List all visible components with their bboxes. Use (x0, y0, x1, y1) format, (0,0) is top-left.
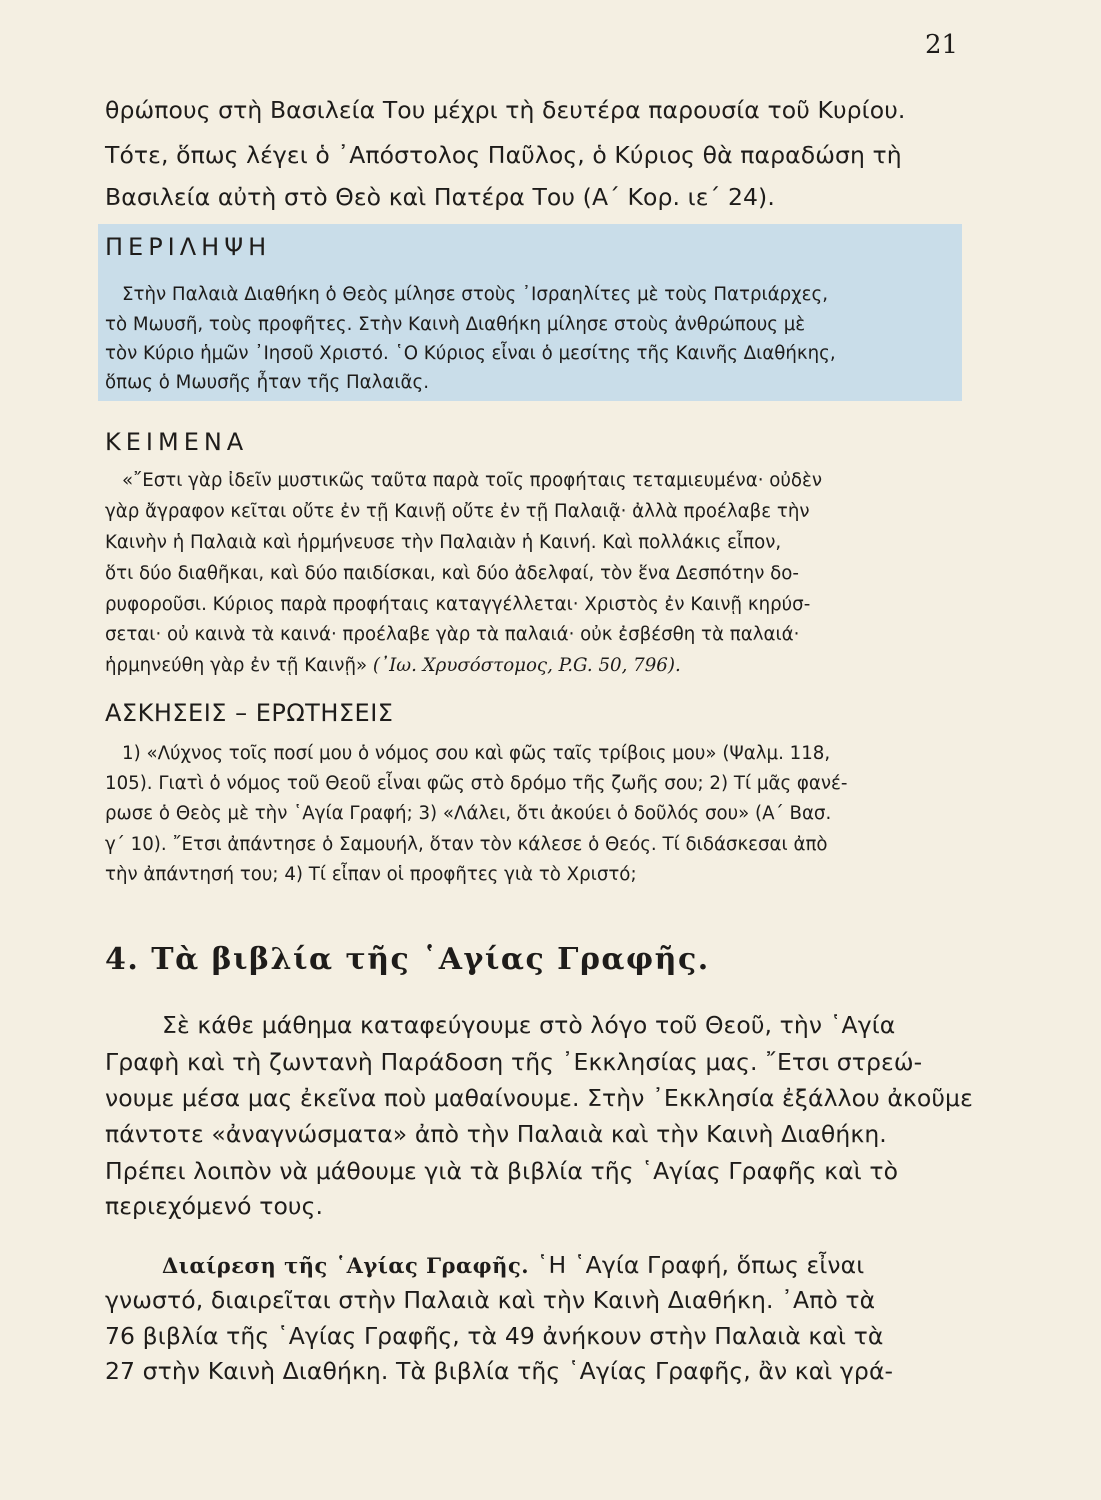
section-para-line: Γραφὴ καὶ τὴ ζωντανὴ Παράδοση τῆς ᾿Εκκλησίας μας. ῎Ετσι στρεώ- (105, 1048, 923, 1076)
texts-line: σεται· οὐ καινὰ τὰ καινά· προέλαβε γὰρ τὰ παλαιά· οὐκ ἐσβέσθη τὰ παλαιά· (105, 624, 800, 645)
summary-heading: ΠΕΡΙΛΗΨΗ (105, 233, 272, 261)
exercise-line: τὴν ἀπάντησή του; 4) Τί εἶπαν οἱ προφῆτες γιὰ τὸ Χριστό; (105, 864, 637, 885)
section-para-line: πάντοτε «ἀναγνώσματα» ἀπὸ τὴν Παλαιὰ καὶ τὴν Καινὴ Διαθήκη. (105, 1120, 887, 1148)
section-para-line: περιεχόμενό τους. (105, 1192, 324, 1220)
summary-line: ὅπως ὁ Μωυσῆς ἦταν τῆς Παλαιᾶς. (105, 372, 429, 393)
exercise-line: 105). Γιατὶ ὁ νόμος τοῦ Θεοῦ εἶναι φῶς στὸ δρόμο τῆς ζωῆς σου; 2) Τί μᾶς φανέ- (105, 773, 848, 794)
intro-line: θρώπους στὴ Βασιλεία Του μέχρι τὴ δευτέρα παρουσία τοῦ Κυρίου. (105, 96, 906, 124)
division-heading: Διαίρεση τῆς ῾Αγίας Γραφῆς. (162, 1253, 530, 1278)
intro-line: Βασιλεία αὐτὴ στὸ Θεὸ καὶ Πατέρα Του (Α΄ Κορ. ιε΄ 24). (105, 183, 775, 211)
exercise-line: ρωσε ὁ Θεὸς μὲ τὴν ῾Αγία Γραφή; 3) «Λάλει, ὅτι ἀκούει ὁ δοῦλός σου» (Α΄ Βασ. (105, 803, 832, 824)
division-line: 27 στὴν Καινὴ Διαθήκη. Τὰ βιβλία τῆς ῾Αγίας Γραφῆς, ἂν καὶ γρά- (105, 1357, 894, 1385)
section-para-line: νουμε μέσα μας ἐκεῖνα ποὺ μαθαίνουμε. Στὴν ᾿Εκκλησία ἐξάλλου ἀκοῦμε (105, 1084, 973, 1112)
summary-line: τὸ Μωυσῆ, τοὺς προφῆτες. Στὴν Καινὴ Διαθήκη μίλησε στοὺς ἀνθρώπους μὲ (105, 314, 806, 335)
intro-line: Τότε, ὅπως λέγει ὁ ᾿Απόστολος Παῦλος, ὁ Κύριος θὰ παραδώση τὴ (105, 141, 902, 169)
division-line: γνωστό, διαιρεῖται στὴν Παλαιὰ καὶ τὴν Καινὴ Διαθήκη. ᾿Απὸ τὰ (105, 1286, 876, 1314)
texts-line: ρυφοροῦσι. Κύριος παρὰ προφήταις καταγγέλλεται· Χριστὸς ἐν Καινῇ κηρύσ- (105, 594, 811, 615)
section-title: 4. Τὰ βιβλία τῆς ῾Αγίας Γραφῆς. (105, 942, 710, 977)
exercise-line: γ΄ 10). ῎Ετσι ἀπάντησε ὁ Σαμουήλ, ὅταν τὸν κάλεσε ὁ Θεός. Τί διδάσκεσαι ἀπὸ (105, 834, 828, 855)
section-para-line: Πρέπει λοιπὸν νὰ μάθουμε γιὰ τὰ βιβλία τῆς ῾Αγίας Γραφῆς καὶ τὸ (105, 1157, 899, 1185)
exercises-heading: ΑΣΚΗΣΕΙΣ – ΕΡΩΤΗΣΕΙΣ (105, 699, 394, 727)
section-para-line: Σὲ κάθε μάθημα καταφεύγουμε στὸ λόγο τοῦ Θεοῦ, τὴν ῾Αγία (162, 1011, 896, 1039)
page-number: 21 (925, 30, 959, 60)
texts-line: Καινὴν ἡ Παλαιὰ καὶ ἡρμήνευσε τὴν Παλαιὰν ἡ Καινή. Καὶ πολλάκις εἶπον, (105, 532, 782, 553)
exercise-line: 1) «Λύχνος τοῖς ποσί μου ὁ νόμος σου καὶ φῶς ταῖς τρίβοις μου» (Ψαλμ. 118, (122, 743, 831, 764)
texts-line-last (105, 655, 681, 676)
texts-citation: (᾿Ιω. Χρυσόστομος, P.G. 50, 796). (372, 655, 681, 676)
summary-line: Στὴν Παλαιὰ Διαθήκη ὁ Θεὸς μίλησε στοὺς ᾿Ισραηλίτες μὲ τοὺς Πατριάρχες, (122, 284, 828, 305)
division-first-line (162, 1251, 864, 1279)
texts-line-last-text: ἡρμηνεύθη γὰρ ἐν τῇ Καινῇ» (105, 655, 373, 676)
division-line: 76 βιβλία τῆς ῾Αγίας Γραφῆς, τὰ 49 ἀνήκουν στὴν Παλαιὰ καὶ τὰ (105, 1322, 884, 1350)
texts-line: «῎Εστι γὰρ ἰδεῖν μυστικῶς ταῦτα παρὰ τοῖς προφήταις τεταμιευμένα· οὐδὲν (122, 470, 823, 491)
division-first-text: ῾Η ῾Αγία Γραφή, ὅπως εἶναι (529, 1251, 865, 1279)
texts-heading: ΚΕΙΜΕΝΑ (105, 428, 249, 456)
texts-line: ὅτι δύο διαθῆκαι, καὶ δύο παιδίσκαι, καὶ δύο ἀδελφαί, τὸν ἕνα Δεσπότην δο- (105, 563, 799, 584)
summary-line: τὸν Κύριο ἡμῶν ᾿Ιησοῦ Χριστό. ῾Ο Κύριος εἶναι ὁ μεσίτης τῆς Καινῆς Διαθήκης, (105, 343, 836, 364)
texts-line: γὰρ ἄγραφον κεῖται οὔτε ἐν τῇ Καινῇ οὔτε ἐν τῇ Παλαιᾷ· ἀλλὰ προέλαβε τὴν (105, 501, 810, 522)
